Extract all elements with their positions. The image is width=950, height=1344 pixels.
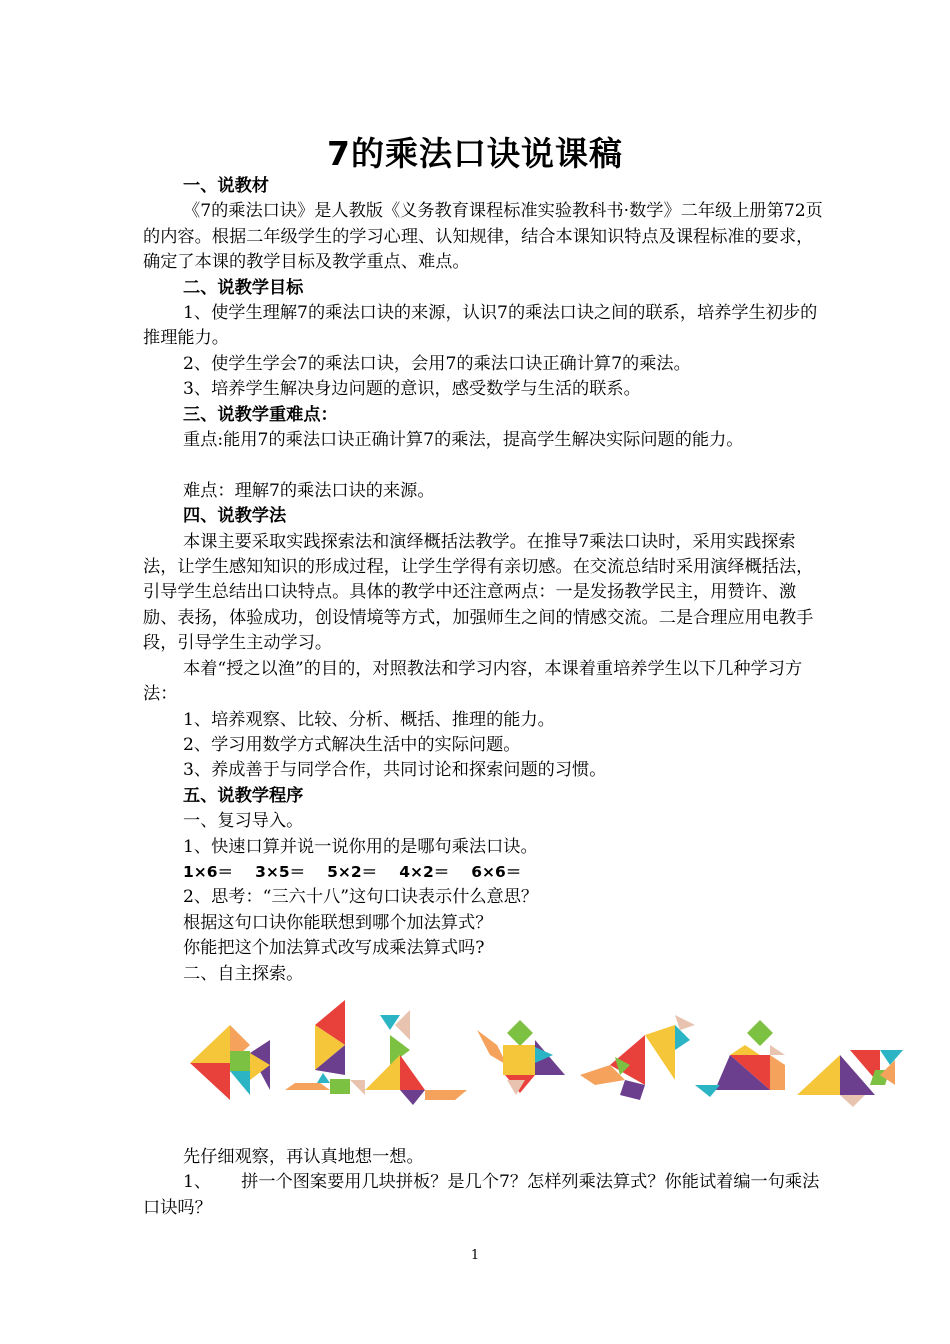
math-exercises xyxy=(143,860,827,885)
method-item-3: 3、养成善于与同学合作，共同讨论和探索问题的习惯。 xyxy=(183,760,607,781)
body-text-continued xyxy=(143,1145,827,1221)
math-item: 6×6＝ xyxy=(471,862,522,881)
task-number: 1、 xyxy=(183,1172,212,1193)
question-3: 根据这句口诀你能联想到哪个加法算式？ xyxy=(183,912,493,933)
step-review: 一、复习导入。 xyxy=(183,811,304,832)
tangram-figures-illustration xyxy=(185,995,910,1113)
method-item-2: 2、学习用数学方式解决生活中的实际问题。 xyxy=(183,734,521,755)
difficult-point: 难点：理解7的乘法口诀的来源。 xyxy=(183,480,435,501)
tangram-bird-figure xyxy=(477,1020,565,1095)
math-item: 1×6＝ xyxy=(183,862,234,881)
key-point: 重点:能用7的乘法口诀正确计算7的乘法，提高学生解决实际问题的能力。 xyxy=(183,430,744,451)
goal-item-3: 3、培养学生解决身边问题的意识，感受数学与生活的联系。 xyxy=(183,379,641,400)
section-1-paragraph: 《7的乘法口诀》是人教版《义务教育课程标准实验教科书·数学》二年级上册第72页的内容。根据二年级学生的学习心理、认知规律，结合本课知识特点及课程标准的要求，确定了本课的教学目标及教学重点、难点。 xyxy=(143,201,823,273)
math-item: 3×5＝ xyxy=(255,862,306,881)
tangram-duck-figure xyxy=(695,1020,785,1097)
task-1 xyxy=(143,1170,827,1221)
math-item: 4×2＝ xyxy=(399,862,450,881)
math-item: 5×2＝ xyxy=(327,862,378,881)
question-2: 2、思考：“三六十八”这句口诀表示什么意思？ xyxy=(183,887,539,908)
section-heading-5: 五、说教学程序 xyxy=(183,785,304,806)
method-item-1: 1、培养观察、比较、分析、概括、推理的能力。 xyxy=(183,709,555,730)
section-heading-1: 一、说教材 xyxy=(183,176,269,196)
tangram-cat-figure xyxy=(365,1010,467,1105)
tangram-flying-bird-figure xyxy=(580,1015,695,1100)
goal-item-2: 2、使学生学会7的乘法口诀，会用7的乘法口诀正确计算7的乘法。 xyxy=(183,353,691,374)
observe-instruction: 先仔细观察，再认真地想一想。 xyxy=(183,1147,424,1167)
tangram-person-figure xyxy=(285,1000,365,1095)
blank-line xyxy=(143,453,827,478)
tangram-boat-figure xyxy=(797,1050,903,1107)
body-text xyxy=(143,174,827,987)
goal-item-1: 1、使学生理解7的乘法口诀的来源，认识7的乘法口诀之间的联系，培养学生初步的推理能力。 xyxy=(143,303,818,349)
section-heading-2: 二、说教学目标 xyxy=(183,277,304,298)
page-title: 7的乘法口诀说课稿 xyxy=(327,134,623,173)
method-paragraph-1: 本课主要采取实践探索法和演绎概括法教学。在推导7乘法口诀时，采用实践探索法，让学生感知知识的形成过程，让学生学得有亲切感。在交流总结时采用演绎概括法，引导学生总结出口诀特点。具体的教学中还注意两点：一是发扬教学民主，用赞许、激励、表扬，体验成功，创设情境等方式，加强师生之间的情感交流。二是合理应用电教手段，引导学生主动学习。 xyxy=(143,531,814,654)
tangram-fish-figure xyxy=(190,1025,270,1100)
section-heading-4: 四、说教学法 xyxy=(183,506,287,527)
method-paragraph-2: 本着“授之以渔”的目的，对照教法和学习内容，本课着重培养学生以下几种学习方法： xyxy=(143,658,803,705)
question-4: 你能把这个加法算式改写成乘法算式吗? xyxy=(183,938,485,959)
step-explore: 二、自主探索。 xyxy=(183,963,304,984)
question-1: 1、快速口算并说一说你用的是哪句乘法口诀。 xyxy=(183,836,538,857)
task-text: 拼一个图案要用几块拼板？是几个7？怎样列乘法算式？你能试着编一句乘法口诀吗？ xyxy=(143,1172,820,1218)
page-number: 1 xyxy=(470,1248,480,1263)
section-heading-3: 三、说教学重难点： xyxy=(183,404,338,425)
